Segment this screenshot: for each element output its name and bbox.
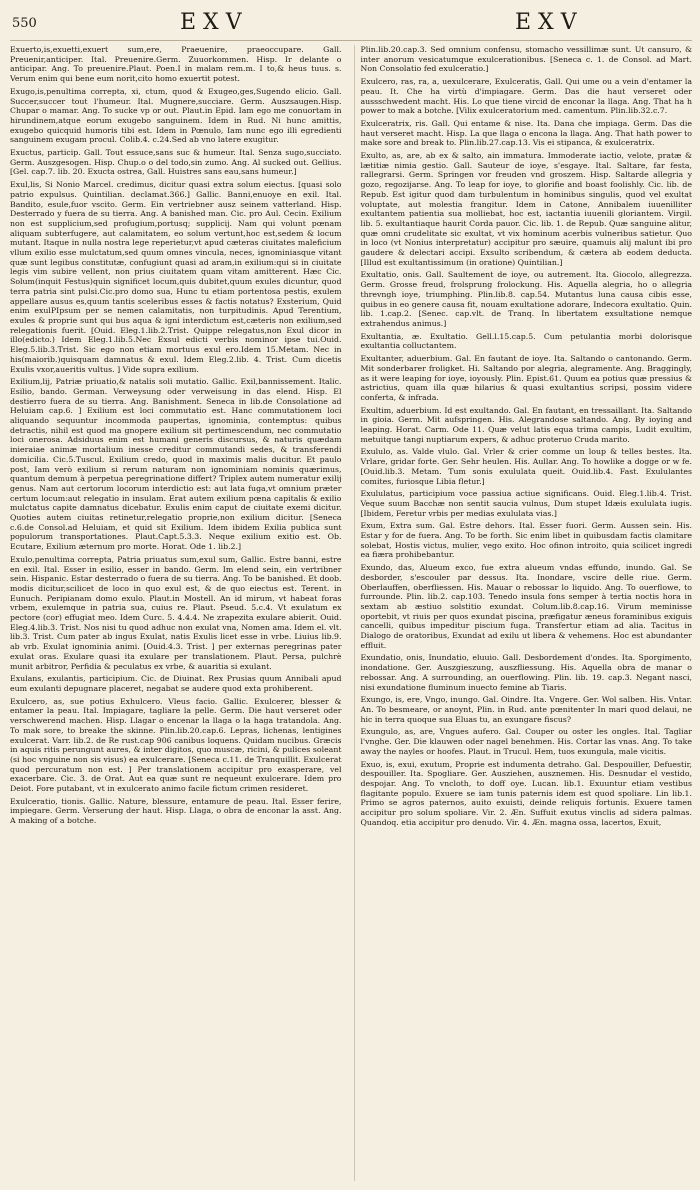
dictionary-entry: Exuo, is, exui, exutum, Proprie est indumenta detraho. Gal. Despouiller, Defuestir, despouiller. Ita. Spogliare. Ger. Ausziehen, ausznemen. His. Desnudar el vestido, despojar. Ang. To vncloth, to doff oye. Lucan. lib.1. Exuuntur etiam vestibus flagitante populo. Exuere se iam tunis paternis idem est quod spoliare. Lin lib.1. Primo se agros paternos, auito exuisti, deinde reliquis fortunis. Exuere tamen accipitur pro solum spoliare. Vir. 2. Æn. Suffuit exutus vinclis ad sidera palmas. Quandoq. etia accipitur pro denudo. Vir. 4. Æn. magna ossa, lacertos, Exuit, (360, 759, 692, 827)
running-head-right: EXV (515, 10, 584, 35)
dictionary-entry: Exungulo, as, are, Vngues aufero. Gal. Couper ou oster les ongles. Ital. Tagliar l'vnghe. Ger. Die klauwen oder nagel benehmen. His. Cortar las vnas. Ang. To take away the nayles or hoofes. Plaut. in Trucul. Hem, tuos exungula, male vicitis. (360, 727, 692, 756)
dictionary-entry: Exuerto,is,exuetti,exuert sum,ere, Praeuenire, praeoccupare. Gall. Preuenir,anticiper. Ital. Preuenire.Germ. Zuuorkommen. Hisp. Ir delante o anticipar. Ang. To preuenire.Plaut. Poen.I in malam rem.m. I to,& heus tuus. s. Verum enim qui bene eum norit,cito homo exuertit potest. (10, 45, 342, 84)
dictionary-entry: Exultantia, æ. Exultatio. Gell.l.15.cap.5. Cum petulantia morbi dolorisque exultantia colluctantem. (360, 331, 692, 351)
dictionary-entry: Exultim, aduerbium. Id est exultando. Gal. En fautant, en tressaillant. Ita. Saltando in gioia. Germ. Mit aufspringen. His. Alegrandose saltando. Ang. By ioying and leaping. Horat. Carm. Ode 11. Quæ velut latis equa trima campis, Ludit exultim, metuitque tangi nuptiarum expers, & adhuc proteruo Cruda marito. (360, 405, 692, 444)
dictionary-entry: Exundatio, onis, Inundatio, eluuio. Gall. Desbordement d'ondes. Ita. Sporgimento, inondatione. Ger. Auszgieszung, auszfliessung. His. Aquella obra de manar o rebossar. Ang. A surrounding, an ouerflowing. Plin. lib. 19. cap.3. Negant nasci, nisi exundatione fluminum inuecto femine ab Tiaris. (360, 653, 692, 692)
dictionary-entry: Plin.lib.20.cap.3. Sed omnium confensu, stomacho vessillimæ sunt. Ut cansuro, & inter anorum vesicatumque exulcerationibus. [Seneca c. 1. de Consol. ad Mart. Non Consolatio fed exulceratio.] (360, 45, 692, 74)
page-number: 550 (12, 16, 37, 31)
dictionary-entry: Exulceratrix, ris. Gall. Qui entame & nise. Ita. Dana che impiaga. Germ. Das die haut verseret macht. Hisp. La que llaga o encona la llaga. Ang. That hath power to make sore and break to. Plin.lib.27.cap.13. Vis ei stipanca, & exulceratrix. (360, 118, 692, 148)
left-column (10, 45, 342, 1181)
page-header (10, 10, 692, 41)
dictionary-entry: Exundo, das, Alueum exco, fue extra alueum vndas effundo, inundo. Gal. Se desborder, s'escouler par dessus. Ita. Inondare, vscire delle riue. Germ. Oberlauffen, oberfliessen. His. Mauar o rebossar lo liquido. Ang. To ouerflowe, to furrounde. Plin. lib.2. cap.103. Tenedo insula fons semper à tertia noctis hora in sextam ab æstiuo solstitio exundat. Colum.lib.8.cap.16. Virum meminisse oportebit, vt riuis per quos exundat piscina, præfigatur æneus foraminibus exiguis cancelli, quibus impeditur piscium fuga. Transfertur etiam ad alia. Tacitus in Dialogo de oratoribus, Exundat ad exilu ut libera & vehemens. Hoc est abundanter effluit. (360, 563, 692, 650)
dictionary-entry: Exululo, as. Valde vlulo. Gal. Vrler & crier comme un loup & telles bestes. Ita. Vrlare, gridar forte. Ger. Sehr heulen. His. Aullar. Ang. To howlike a dogge or w fe. [Ouid.lib.3. Metam. Tum sonis exululata queit. Ouid.lib.4. Fast. Exululantes comites, furiosque Libia fletur.] (360, 447, 692, 486)
dictionary-entry: Exulceratio, tionis. Gallic. Nature, blessure, entamure de peau. Ital. Esser ferire, impiegare. Germ. Verserung der haut. Hisp. Llaga, o obra de enconar la asst. Ang. A making of a botche. (10, 796, 342, 826)
dictionary-entry: Exululatus, participium voce passiua actiue significans. Ouid. Eleg.1.lib.4. Trist. Veque suum Bacchæ non sentit saucia vulnus, Dum stupet Idæis exululata iugis. [Ibidem, Feretur vrbis per medias exululata vias.] (360, 489, 692, 518)
right-column (354, 45, 693, 1181)
dictionary-entry: Exul,lis, Si Nonio Marcel. credimus, dicitur quasi extra solum eiectus. [quasi solo patrio expulsus. Quintilian. declamat.366.] Gallic. Banni,enuoye en exil. Ital. Bandito, esule,fuor vscito. Germ. Ein vertriebner ausz seinem vatterland. Hisp. Desterrado y fuera de su tierra. Ang. A banished man. Cic. pro Aul. Cecin. Exilium non est supplicium,sed profugium,portusq; supplicij. Nam qui volunt pœnam aliquam subterfugere, aut calamitatem, eo solum vertunt,hoc est,sedem & locum mutant. Itaque in nulla nostra lege reperietur,vt apud cæteras ciuitates maleficium vllum exilio esse mulctatum,sed quum omnes vincula, neces, ignominiasque vitant quæ sunt legibus constitutæ, confugiunt quasi ad aram,in exilium:qui si in ciuitate legis vim subire vellent, non prius ciuitatem quam vitam amitterent. Hæc Cic. Solum(inquit Festus)quin significet locum,quis dubitet,quum exules dicuntur, quod terra patria sint pulsi.Cic.pro domo sua, Hunc tu etiam portentosa pestis, exulem appellare ausus es,quum tantis sceleribus esses & factis notatus? Exsterium, Quid enim exulPIpsum per se nemen calamitatis, non turpitudinis. Apud Terentium, exules & proprie sunt qui bus aqua & igni interdictum est,cæteris non exilium,sed relegationis fuerit. [Ouid. Eleg.1.lib.2.Trist. Quippe relegatus,non Exul dicor in illo(edicto.) Idem Eleg.1.lib.5.Nec Exsul edicti verbis nominor ipse tui.Ouid. Eleg.5.lib.3.Trist. Sic ego non etiam mortuus exul ero.Idem 15.Metam. Nec in his(maiorib.)quisquam damnatus & exul. Idem Eleg.2.lib. 4. Trist. Cum dicetis Exulis vxor,aueritis vultus. ] Vide supra exilium. (10, 180, 342, 374)
dictionary-entry: Exungo, is, ere, Vngo, inungo. Gal. Oindre. Ita. Vngere. Ger. Wol salben. His. Vntar. An. To besmeare, or anoynt, Plin. in Rud. ante pœnitenter In mari quod delaui, ne hic in terra quoque sua Eluas tu, an exungare fiscus? (360, 695, 692, 724)
dictionary-entry: Exulto, as, are, ab ex & salto, ain immatura. Immoderate iactio, velote, pratæ & lætitiæ nimia gestio. Gall. Sauteur de ioye, s'esgaye. Ital. Saltare, far festa, rallegrarsi. Germ. Springen vor freuden vnd groszem. Hisp. Saltarde allegria y gozo, regozijarse. Ang. To leap for ioye, to glorifie and boast foolishly. Cic. lib. de Repub. Est igitur quod dam turbulentum in hominibus singulis, quod vel exultat voluptate, aut molestia frangitur. Idem in Catone, Annibalem iuuenilliter exultantem patientia sua molliebat, hoc est, iactantia iuuenili gloriantem. Virgil. lib. 5. exultantiaque haurit Corda pauor. Cic. lib. 1. de Repub. Quæ sanguine alitur, quæ omni crudelitate sic exultat, vt vix hominum acerbis vulneribus satietur. Quo in loco (vt Nonius interpretatur) accipitur pro sæuire, quamuis alij malunt ibi pro gaudere & delectari accipi. Exsulto scribendum, & cætera ab eodem deducta. [Illud est exultantissimum (in oratione) Quintilian.] (360, 151, 692, 267)
dictionary-entry: Exugo,is,penultima correpta, xi, ctum, quod & Exugeo,ges,Sugendo elicio. Gall. Succer,succer tout l'humeur. Ital. Mugnere,succiare. Germ. Auszsaugen.Hisp. Chupar o mamar. Ang. To sucke vp or out. Plaut.in Epid. Iam ego me conuortam in hirundinem,atque eorum exugebo sanguinem. Idem in Rud. Ni hunc amittis, exugebo quicquid humoris tibi est. Idem in Pœnulo, Iam nunc ego illi egredienti sanguinem exugam procul. Colib.4. c.24.Sed ab vno latere exugitur. (10, 86, 342, 145)
dictionary-entry: Exulcero, ras, ra, a, uexulcerare, Exulceratis, Gall. Qui ume ou a vein d'entamer la peau. It. Che ha virtù d'impiagare. Germ. Das die haut verseret oder aussschwedent macht. His. Lo que tiene vircid de enconar la llaga. Ang. That ha h power to mak a botche. [Vilix exulceratorium med. camentum. Plin.lib.32.c.7. (360, 77, 692, 116)
dictionary-entry: Exum, Extra sum. Gal. Estre dehors. Ital. Esser fuori. Germ. Aussen sein. His. Estar y for de fuera. Ang. To be forth. Sic enim libet in quibusdam factis clamitare solebat, Hostis victus, mulier, vego exito. Hoc ofinon introito, quia scilicet ingredi ea fiæra prohibebantur. (360, 521, 692, 560)
running-head-left: EXV (180, 10, 249, 35)
dictionary-entry: Exulans, exulantis, participium. Cic. de Diuinat. Rex Prusias quum Annibali apud eum exulanti depugnare placeret, negabat se audere quod exta prohiberent. (10, 674, 342, 693)
dictionary-entry: Exulo,penultima correpta, Patria priuatus sum,exul sum, Gallic. Estre banni, estre en exil. Ital. Esser in esilio, esser in bando. Germ. Im elend sein, ein vertribner sein. Hispanic. Estar desterrado o fuera de su tierra. Ang. To be banished. Et doob. modis dicitur,scilicet de loco in quo exul est, & de quo eiectus est. Terent. in Eunuch. Peripianam domo exulo. Plaut.in Mostell. An id mirum, vt habeat foras vrbem, exulemque in patria sua, cuius re. Plaut. Pseud. 5.c.4. Vt exulatum ex pectore (cor) effugiat meo. Idem Curc. 5. 4.4.4. Ne zrapezita exulare abierit. Ouid. Eleg.4.lib.3. Trist. Nos nisi tu quod adhuc non exulat vna, Nomen ama. Idem el. vlt. lib.3. Trist. Cum pater ab ingus Exulat, natis Exulis licet esse in vrbe. Liuius lib.9. ab vrb. Exulat ignominia animi. [Ouid.4.3. Trist. ] per externas peregrinas pater exulat oras. Exulare quasi ita exulare per translationem. Plaut. Persa, pulchrè munit arbitror, Perfidia & peculatus ex vrbe, & auaritia si exulant. (10, 554, 342, 671)
dictionary-entry: Exulcero, as, sue potius Exhulcero. Vleus facio. Gallic. Exulcerer, blesser & entamer la peau. Ital. Impiagare, tagliare la pelle. Germ. Die haut verseret oder verschwerend machen. Hisp. Llagar o encenar la llaga o la haga tratandola. Ang. To mak sore, to breake the skinne. Plin.lib.20.cap.6. Lepras, lichenas, lentigines exulcerat. Varr. lib.2. de Re rust.cap 906 canibus loquens. Quidam nucibus. Græcis in aquis ritis perungunt aures, & inter digitos, quo muscæ, ricini, & pulices soleant (si hoc vnguine non sis visus) ea exulcerare. [Seneca c.11. de Tranquillit. Exulcerat quod percuratum non est. ] Per translationem accipitur pro exasperare, vel exacerbare. Cic. 3. de Orat. Aut ea quæ sunt re nequeunt exulcerare. Idem pro Deiot. Fore putabant, vt in exulcerato animo facile fictum crimen resideret. (10, 696, 342, 794)
dictionary-entry: Exilium,lij, Patriæ priuatio,& natalis soli mutatio. Gallic. Exil,bannissement. Italic. Esilio, bando. German. Verweysung oder verweisung in das elend. Hisp. El destierro fuera de su tierra. Ang. Banishment. Seneca in lib.de Consolatione ad Heluiam cap.6. ] Exilium est loci commutatio est. Hanc commutationem loci aliquando sequuntur incommoda paupertas, ignominia, contemptus: quibus detractis, nihil est quod ma gnopere exilium sit pertimescendum, nec commutatio loci onerosa. Adsiduus enim est humani generis discursus, & naturis quædam inieraiae animæ mortalium inesse creditur commutandi sedes, & transferendi domicilia. Cic.5.Tuscul. Exilium credo, quod in maximis malis ducitur. Et paulo post, Iam verò exilium si rerum naturam non ignominiam nominis quærimus, quantum demum à perpetua peregrinatione differt? Triplex autem numeratur exilij genus. Nam aut certorum locorum interdictio est: aut lata fuga,vt omnium præter certum locum:aut relegatio in insulam. Erat autem exilium pœna capitalis & exilio mulctatus capite damnatus dicebatur. Exulis enim caput de ciuitate exemi dicitur. Quoties autem ciuitas retinetur,relegatio proprie,non exilium dicitur. [Seneca c.6.de Consol.ad Heluiam, et quid sit Exilium. Idem ibidem Exilia publica sunt populorum transportationes. Plaut.Capt.5.3.3. Neque exilium exitio est. Ob. Ecutare, Exilium æternum pro morte. Horat. Ode 1. lib.2.] (10, 377, 342, 552)
dictionary-entry: Exultatio, onis. Gall. Saultement de ioye, ou autrement. Ita. Giocolo, allegrezza. Germ. Grosse freud, frolsprung frolockung. His. Aquella alegria, ho o allegria threvngh ioye, triumphing. Plin.lib.8. cap.54. Mutantus luna causa cibis esse, quibus in eo genere causa fit, nouam exultatione adorare, Indecora exultatio. Quin. lib. 1.cap.2. [Senec. cap.vlt. de Tranq. In libertatem exsultatione nemque extrahendus animus.] (360, 270, 692, 328)
dictionary-entry: Exultanter, aduerbium. Gal. En fautant de ioye. Ita. Saltando o cantonando. Germ. Mit sonderbarer froligket. Hi. Saltando por alegria, alegramente. Ang. Braggingly, as it were leaping for ioye, ioyously. Plin. Epist.61. Quum ea potius quæ pressius & astrictius, quam illa quæ hilarius & quasi exultantius scripsi, possim videre conferta, & infrada. (360, 354, 692, 402)
dictionary-entry: Exuctus, particip. Gall. Tout essuce,sans suc & humeur. Ital. Senza sugo,succiato. Germ. Auszgesogen. Hisp. Chup.o o del todo,sin zumo. Ang. Al sucked out. Gellius. [Gel. cap.7. lib. 20. Exucta ostrea, Gall. Huistres sans eau,sans humeur.] (10, 148, 342, 177)
two-column-text (10, 45, 692, 1181)
